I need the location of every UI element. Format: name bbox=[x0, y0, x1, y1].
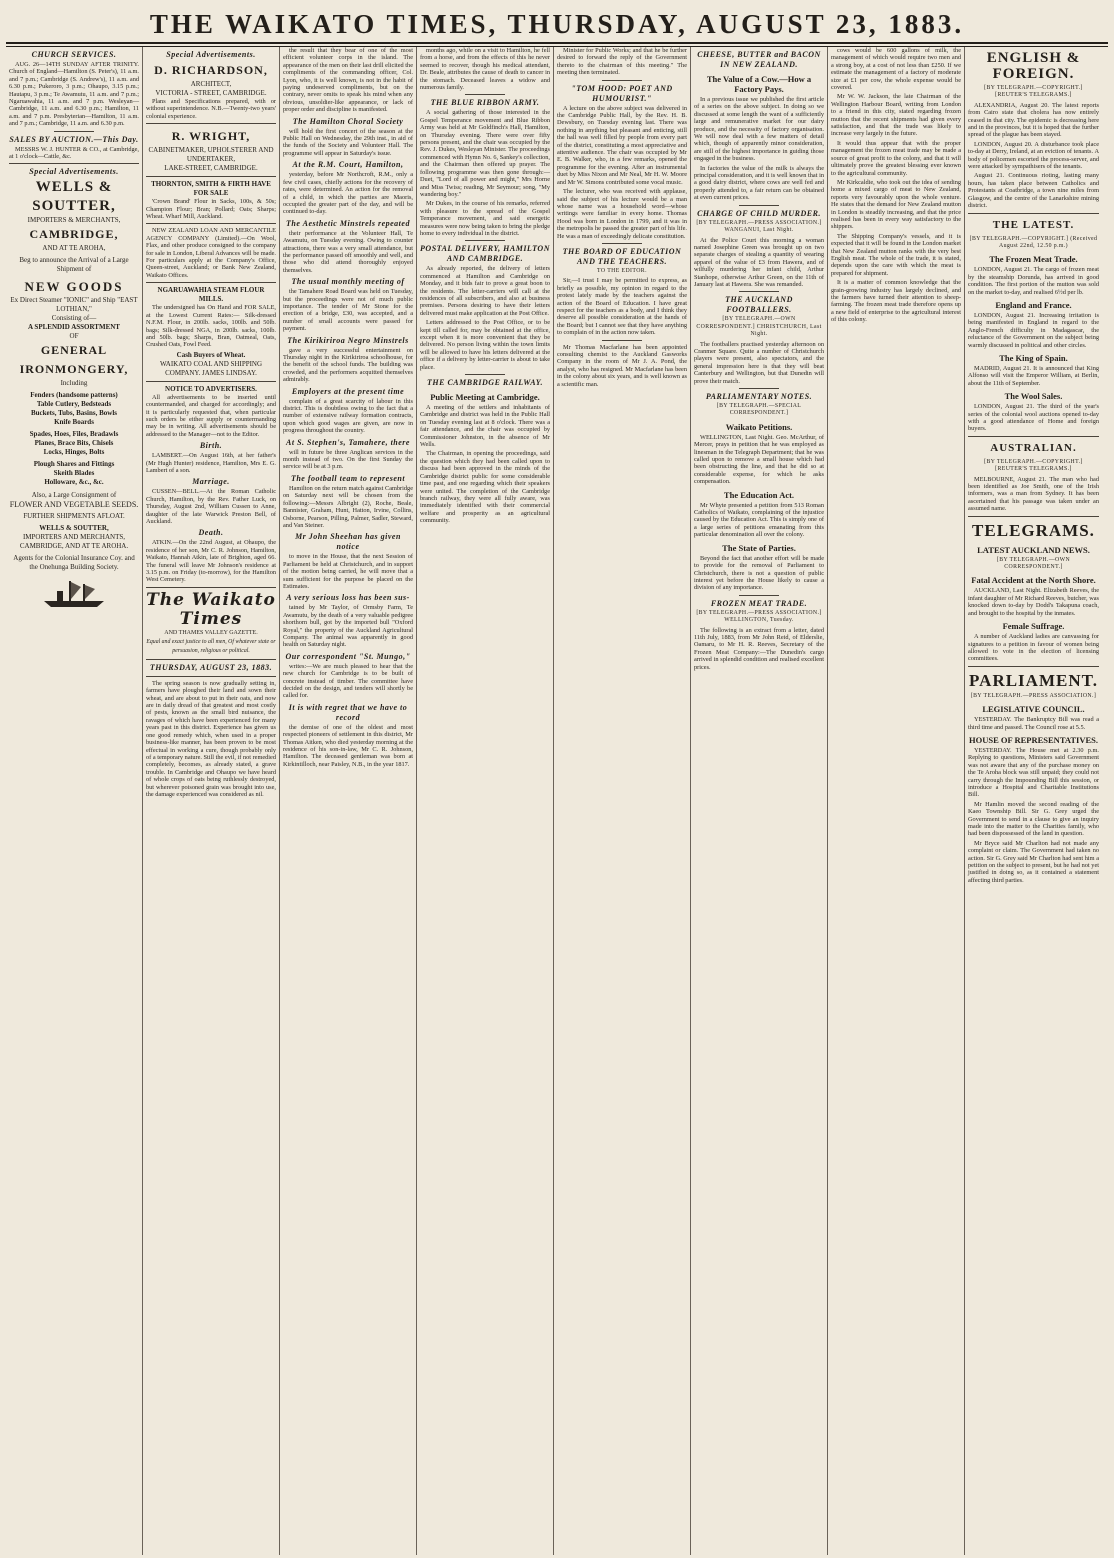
article-heading: The usual monthly meeting of bbox=[291, 277, 405, 287]
frozen-meat-heading: FROZEN MEAT TRADE. bbox=[710, 598, 808, 608]
special-ads-heading: Special Advertisements. bbox=[29, 167, 119, 177]
article-text: MELBOURNE, August 21. The man who had been identified as Joe Smith, one of the Irish informers, was a man from Sydney. It has been ascertained that his passage was taken under an assumed name. bbox=[968, 475, 1099, 513]
item-plough: Plough Shares and Fittings bbox=[33, 460, 115, 469]
marriage-heading: Marriage. bbox=[192, 477, 230, 487]
ship-icon bbox=[39, 575, 109, 609]
article-text: Mr Whyte presented a petition from 513 Roman Catholics of Waikato, complaining of the injustice caused by the Education Act. This is simply one of a large series of petitions emanating from this particular denomination all over the colony. bbox=[694, 501, 824, 539]
separator bbox=[602, 80, 642, 81]
further-shipments: FURTHER SHIPMENTS AFLOAT. bbox=[23, 512, 125, 521]
article-text: At the Police Court this morning a woman named Josephine Green was brought up on two separate charges of stealing a quantity of wearing apparel of the value of £3 from Hawera, and of wilfully murdering her infant child, Arthur Stanhope, otherwise Arthur Green, on the 11th of January last at Hawera. She was remanded. bbox=[694, 236, 824, 288]
article-text: yesterday, before Mr Northcroft, R.M., only a few civil cases, chiefly actions for the recovery of rates, were determined. An action for the removal of a child, in which the parties are Maoris, occupied the greater part of the day, and will be continued to-day. bbox=[283, 171, 413, 216]
paper-title: The Waikato Times bbox=[146, 589, 276, 629]
sales-text: MESSRS W. J. HUNTER & CO., at Cambridge, at 1 o'clock—Cattle, &c. bbox=[9, 145, 139, 161]
tom-hood-heading: "TOM HOOD: POET AND HUMOURIST." bbox=[571, 83, 673, 103]
article-text: will in future be three Anglican services in the month instead of two. On the first Sunday the service will be at 3 p.m. bbox=[283, 448, 413, 471]
separator bbox=[465, 94, 505, 95]
article-heading: Our correspondent "St. Mungo," bbox=[285, 651, 411, 661]
separator bbox=[54, 131, 94, 132]
education-act-heading: The Education Act. bbox=[723, 489, 795, 500]
article-text: Mr Kirkcaldie, who took out the idea of sending home a mixed cargo of meat to New Zealand, reports very favourably upon the whole venture. He states that the demand for New Zealand mutton in London is steadily increasing, and that the price realised has been in every way satisfactory to the shippers. bbox=[831, 178, 961, 231]
item-cutlery: Table Cutlery, Bedsteads bbox=[36, 400, 112, 409]
copyright-note: [BY TELEGRAPH.—COPYRIGHT.] (Received August 22nd, 12.50 p.m.) bbox=[969, 235, 1098, 249]
new-goods: NEW GOODS bbox=[24, 279, 124, 295]
general-ironmongery: GENERAL IRONMONGERY, bbox=[19, 343, 129, 377]
article-text: to move in the House, that the next Session of Parliament be held at Christchurch, and in support of the motion being carried, he will move that a sum sufficient for the purpose be placed on the Estimates. bbox=[283, 553, 413, 590]
separator bbox=[146, 676, 276, 677]
article-text: A lecture on the above subject was delivered in the Cambridge Public Hall, by the Rev. H. B. Dewsbury, on Tuesday evening last. There was nothing in anything but pleasant and enticing, still the hall was well filled by people from every part of the district, constituting a most appreciative and attentive audience. The chair was occupied by Mr E. B. Walker, who, in a few remarks, opened the programme for the evening. After an instrumental duet by Miss Nixon and Mr Neal, Mr H. W. Moore and Mr W. Simons contributed some vocal music. bbox=[557, 104, 687, 186]
article-text: Mr Thomas Macfarlane has been appointed consulting chemist to the Auckland Gasworks Company in the room of Mr J. A. Pond, the analyst, who has resigned. Mr Macfarlane has been in the colony about six years, and is well known as a scientific man. bbox=[557, 343, 687, 388]
masthead bbox=[6, 6, 1108, 44]
also: Also, a Large Consignment of bbox=[31, 491, 117, 500]
item-knife-boards: Knife Boards bbox=[54, 418, 94, 427]
child-murder-heading: CHARGE OF CHILD MURDER. bbox=[697, 208, 821, 218]
item-fenders: Fenders (handsome patterns) bbox=[30, 391, 118, 400]
article-text: August 21. Continuous rioting, lasting many hours, has taken place between Catholics and Protestants at Coatbridge, a town nine miles from Glasgow, and the centre of the Lanarkshire mining district. bbox=[968, 172, 1099, 210]
article-text: In factories the value of the milk is always the principal consideration, and it is well known that in a good dairy district, where cows are well fed and properly attended to, a fair return can be obtained at even current prices. bbox=[694, 164, 824, 202]
notice-text: All advertisements to be inserted until countermanded, and charged for accordingly; and it is particularly requested that, when particular such orders be either supply or countermanding may be in writing. All advertisements should be addressed to the Manager—not to the Editor. bbox=[146, 393, 276, 438]
richardson-name: D. RICHARDSON, bbox=[154, 63, 268, 77]
wells-soutter-town2: AND AT TE AROHA, bbox=[42, 244, 106, 253]
state-parties-heading: The State of Parties. bbox=[722, 542, 796, 553]
article-text: Sir,—I trust I may be permitted to express, as briefly as possible, my opinion in regard to the protest lately made by the teachers against the action of the Board of Education. I have great respect for the teachers as a body, and I think they deserve all possible consideration at the hands of the Board; but I cannot see that they have anything to complain of in the action now taken. bbox=[557, 277, 687, 337]
article-heading: The Kirikiriroa Negro Minstrels bbox=[287, 335, 409, 345]
footballers-heading: THE AUCKLAND FOOTBALLERS. bbox=[725, 295, 793, 315]
wells-soutter-ex: Ex Direct Steamer "IONIC" and Ship "EAST LOTHIAN," bbox=[10, 296, 138, 314]
article-text: Mr Dukes, in the course of his remarks, referred with pleasure to the spread of the Gospel Temperance movement, and said energetic measures were now being taken to bring the pledge home to every individual in the district. bbox=[420, 200, 550, 237]
article-text: LONDON, August 21. The third of the year's series of the colonial wool auctions opened to-day with a good attendance of Home and foreign buyers. bbox=[968, 403, 1099, 433]
article-text: writes:—We are much pleased to hear that the new church for Cambridge is to be built of concrete instead of timber. The committee have decided on the design, and tenders will shortly be called for. bbox=[283, 662, 413, 700]
to-editor: TO THE EDITOR. bbox=[597, 267, 647, 274]
item-locks: Locks, Hinges, Bolts bbox=[43, 448, 105, 457]
article-text: Mr Bryce said Mr Charlton had not made any complaint or claim. The Government had taken no action. Sir G. Grey said Mr Charlton had sent him a petition on the subject to present, but he had not yet justified in doing so, as it contained a statement affecting third parties. bbox=[968, 839, 1099, 884]
article-heading: The football team to represent bbox=[290, 473, 406, 483]
article-text: LONDON, August 21. Increasing irritation is being manifested in England in regard to the Anglo-French difficulty in Madagascar, the reluctance of the Government on the subject being warmly discussed in political and other circles. bbox=[968, 311, 1099, 349]
latest-auckland-heading: LATEST AUCKLAND NEWS. bbox=[977, 544, 1090, 555]
wells-soutter-sub-2: IMPORTERS AND MERCHANTS, CAMBRIDGE, AND AT TE AROHA. bbox=[19, 533, 129, 551]
separator bbox=[465, 374, 505, 375]
article-text: The Shipping Company's vessels, and it is expected that it will be found in the London market that New Zealand mutton ranks with the very best English meat. The whole of the trade, it is stated, depends upon the care with which the meat is prepared for shipment. bbox=[831, 232, 961, 277]
paper-date: THURSDAY, AUGUST 23, 1883. bbox=[149, 662, 273, 672]
wells-soutter-town: CAMBRIDGE, bbox=[29, 227, 119, 242]
wells-soutter-beg: Beg to announce the Arrival of a Large Shipment of bbox=[19, 256, 129, 274]
article-text: The footballers practised yesterday afternoon on Cranmer Square. Quite a number of Christchurch players were present, also spectators, and the general impression here is that they will beat Canterbury and Wellington, but that Dunedin will prove their match. bbox=[694, 340, 824, 385]
article-text: YESTERDAY. The Bankruptcy Bill was read a third time and passed. The Council rose at 5.5. bbox=[968, 716, 1099, 731]
wells-soutter-sub: IMPORTERS & MERCHANTS, bbox=[27, 216, 121, 225]
article-text: Minister for Public Works; and that he be further desired to forward the reply of the Government thereto to the chairman of this meeting." The meeting then terminated. bbox=[557, 47, 687, 77]
article-text: A meeting of the settlers and inhabitants of Cambridge and district was held in the Public Hall on Tuesday evening last at 8 o'clock. There was a fair attendance, and the chair was occupied by Commissioner Johnston, in the absence of Mr Wells. bbox=[420, 404, 550, 449]
column-7 bbox=[828, 47, 965, 1555]
article-text: the result that they bear of one of the most efficient volunteer corps in the island. The appearance of the men on their last drill elicited the compliments of the commanding officer, Col. Lyon, who, it is well known, is not in the habit of paying undeserved compliments, but on the contrary, never omits to speak his mind when any obvious, unsoldier-like appearance, or lack of proper order and discipline is manifested. bbox=[283, 47, 413, 114]
separator bbox=[146, 176, 276, 177]
reuters-note: [BY TELEGRAPH.—COPYRIGHT.] [REUTER'S TELEGRAMS.] bbox=[984, 85, 1083, 99]
leader-text: The spring season is now gradually setting in, farmers have ploughed their land and sown their wheat, and are about to put in their oats, and now are in daily dread of that greatest and most costly of pests, known as the small bird nuisance, the ravages of which have been experienced for many years past in this district. Experience has given us one good remedy which, when used in a proper business-like manner, has been proven to be most effectual in working a cure, though probably only of a temporary nature. Still the evil, if not remedied completely, becomes, as already stated, a grave trouble. In Cambridge and Ohaupo we have heard of whole crops of oats being ruthlessly destroyed, but wherever poisoned grain was brought into use, the damage experienced was considered as nil. bbox=[146, 679, 276, 798]
wright-address: LAKE-STREET, CAMBRIDGE. bbox=[164, 164, 258, 173]
separator bbox=[739, 205, 779, 206]
frozen-meat-trade-heading: The Frozen Meat Trade. bbox=[989, 254, 1078, 265]
press-assoc-note: [BY TELEGRAPH.—PRESS ASSOCIATION.] WANGANUI, Last Night. bbox=[696, 219, 822, 234]
item-buckets: Buckets, Tubs, Basins, Bowls bbox=[31, 409, 117, 418]
article-text: Hamilton on the return match against Cambridge on Saturday next will be chosen from the following:—Messrs Albright (2), Roche, Beale, Bannister, Graham, Hunt, Hatton, Irvine, Collins, Osborne, Pearson, Pilling, Palmer, Sadler, Steward, and Van Steiner. bbox=[283, 484, 413, 529]
notice-heading: NOTICE TO ADVERTISERS. bbox=[165, 384, 257, 393]
separator bbox=[146, 587, 276, 588]
article-text: cows would be 600 gallons of milk, the management of which would require two men and a strong boy, at a cost of not less than £250. If we estimate the management of a factory of moderate size at £1 per cow, the whole expense would be covered. bbox=[831, 47, 961, 92]
english-foreign-heading: ENGLISH & FOREIGN. bbox=[986, 50, 1081, 82]
birth-heading: Birth. bbox=[199, 441, 223, 451]
separator bbox=[465, 240, 505, 241]
death-heading: Death. bbox=[198, 528, 224, 538]
article-text: It would thus appear that with the proper management the frozen meat trade may be made a source of great profit to the colony, and that it will ultimately prove the greatest blessing ever known to the agricultural community. bbox=[831, 139, 961, 177]
separator bbox=[9, 163, 139, 164]
article-text: A number of Auckland ladies are canvassing for signatures to a petition in favour of women being allowed to vote in the election of licensing committees. bbox=[968, 633, 1099, 663]
special-correspondent-note: [BY TELEGRAPH.—SPECIAL CORRESPONDENT.] bbox=[716, 403, 802, 417]
article-text: A social gathering of those interested in the Gospel Temperance movement and Blue Ribbon Army was held at Mr Goldfinch's Hall, Hamilton, on Thursday evening. There were over fifty persons present, and the chair was occupied by the Rev. J. Dukes, Wesleyan Minister. The proceedings commenced with Hymn No. 6, Sankey's collection, and the Chairman then offered up prayer. The following programme was then gone through:—Duet, "Lord of all power and might," Mrs Horne and Miss Twiss; reading, Mr Seymour; song, "My wandering boy." bbox=[420, 109, 550, 198]
birth-text: LAMBERT.—On August 16th, at her father's (Mr Hugh Hunter) residence, Hamilton, Mrs E. G. Lambert of a son. bbox=[146, 452, 276, 474]
masthead-title: THE WAIKATO TIMES, THURSDAY, AUGUST 23, 1883. bbox=[149, 9, 965, 39]
press-assoc-note-2: [BY TELEGRAPH.—PRESS ASSOCIATION.] WELLINGTON, Tuesday. bbox=[696, 609, 822, 624]
separator bbox=[968, 516, 1099, 517]
article-text: AUCKLAND, Last Night. Elizabeth Reeves, the infant daughter of Mr Richard Reeves, butcher, was knocked down to-day by Dodd's Takapuna coach, and brought to the hospital by the inmates. bbox=[968, 587, 1099, 617]
board-education-heading: THE BOARD OF EDUCATION AND THE TEACHERS. bbox=[562, 246, 682, 266]
article-text: MADRID, August 21. It is announced that King Alfonso will visit the Emperor William, at Berlin, about the 11th of September. bbox=[968, 364, 1099, 387]
paper-motto: Equal and exact justice to all men, Of whatever state or persuasion, religious or political. bbox=[146, 638, 276, 654]
article-text: LONDON, August 21. The cargo of frozen meat by the steamship Dorunda, has arrived in good condition. The first portion of the mutton was sold on the market to-day, and realised 6½d per lb. bbox=[968, 266, 1099, 296]
fatal-accident-heading: Fatal Accident at the North Shore. bbox=[971, 575, 1096, 586]
item-planes: Planes, Brace Bits, Chisels bbox=[34, 439, 114, 448]
sales-heading: SALES BY AUCTION.—This Day. bbox=[9, 134, 139, 144]
article-text: complain of a great scarcity of labour in this district. This is doubtless owing to the fact that a number of extensive railway formation contracts, upon which good wages are given, are now in progress throughout the country. bbox=[283, 397, 413, 435]
australian-heading: AUSTRALIAN. bbox=[990, 441, 1077, 454]
item-spades: Spades, Hoes, Files, Bradawls bbox=[29, 430, 119, 439]
column-2 bbox=[143, 47, 280, 1555]
article-text: the Tamahere Road Board was held on Tuesday, but the proceedings were not of much public importance. The tender of Mr Stone for the erection of a bridge, £30, was accepted, and a number of small accounts were passed for payment. bbox=[283, 288, 413, 333]
church-services-heading: CHURCH SERVICES. bbox=[31, 50, 117, 59]
of-label: OF bbox=[69, 332, 79, 341]
separator bbox=[146, 659, 276, 660]
richardson-title: ARCHITECT, bbox=[190, 80, 232, 88]
consisting: Consisting of— bbox=[51, 314, 97, 323]
column-1 bbox=[6, 47, 143, 1555]
separator bbox=[739, 388, 779, 389]
article-text: The following is an extract from a letter, dated 11th July, 1883, from Mr John Reid, of Elderslie, Oamaru, to Mr H. R. Reeves, Secretary of the Frozen Meat Company:—The Dunedin's cargo arrived in splendid condition and realised excellent prices. bbox=[694, 626, 824, 671]
king-spain-heading: The King of Spain. bbox=[999, 352, 1068, 363]
waikato-petitions-heading: Waikato Petitions. bbox=[725, 421, 793, 432]
legislative-council-heading: LEGISLATIVE COUNCIL. bbox=[982, 704, 1085, 715]
article-text: The lecturer, who was received with applause, said the subject of his lecture would be a man whose name was a household word—whose writings were familiar in every home. Thomas Hood was born in London in 1799, and it was in the metropolis he passed the greater part of his life. He was a man of exceedingly delicate constitution. bbox=[557, 188, 687, 240]
article-heading: At S. Stephen's, Tamahere, there bbox=[286, 437, 410, 447]
columns bbox=[6, 47, 1108, 1555]
article-heading: The Hamilton Choral Society bbox=[292, 116, 404, 126]
article-text: gave a very successful entertainment on Thursday night in the Kirikiriroa schoolhouse, for the benefit of the school funds. The building was crowded, and the performers acquitted themselves admirably. bbox=[283, 346, 413, 384]
england-france-heading: England and France. bbox=[995, 299, 1072, 310]
reuters-note-2: [BY TELEGRAPH.—COPYRIGHT.] [REUTER'S TELEGRAMS.] bbox=[984, 458, 1083, 473]
separator bbox=[146, 223, 276, 224]
press-assoc-note-3: [BY TELEGRAPH.—PRESS ASSOCIATION.] bbox=[970, 692, 1097, 699]
article-text: WELLINGTON, Last Night. Geo. McArthur, of Mercer, prays in petition that he was employed as linesman in the Telegraph Department; that he was called upon to remove a small house which had been obstructing the line, and that he did so at considerable expense, for which he asks compensation. bbox=[694, 433, 824, 486]
article-text: ALEXANDRIA, August 20. The latest reports from Cairo state that cholera has now entirely ceased in that city. The epidemic is decreasing here and in the provinces, but it is hoped that the further spread of the plague has been stayed. bbox=[968, 101, 1099, 139]
wells-soutter-name-2: WELLS & SOUTTER, bbox=[39, 524, 109, 533]
correspondent-note: [BY TELEGRAPH.—OWN CORRESPONDENT.] CHRISTCHURCH, Last Night. bbox=[696, 316, 822, 338]
article-text: the demise of one of the oldest and most respected pioneers of settlement in this district, Mr Thomas Aitken, who died yesterday morning at the residence of his son-in-law, Mr C. R. Johnson, Hamilton. The deceased gentleman was born at Kirkintilloch, near Paisley, N.B., in the year 1817. bbox=[283, 723, 413, 768]
including: Including bbox=[60, 379, 88, 388]
house-representatives-heading: HOUSE OF REPRESENTATIVES. bbox=[968, 734, 1099, 745]
value-cow-heading: The Value of a Cow.—How a Factory Pays. bbox=[706, 74, 812, 94]
column-8 bbox=[965, 47, 1102, 1555]
richardson-address: VICTORIA - STREET, CAMBRIDGE. bbox=[155, 89, 267, 97]
article-text: In a previous issue we published the first article of a series on the above subject. In doing so we discussed at some length the want of a sufficiently large and remunerative market for our dairy produce, and the necessity of factory organisation. We will now deal with a few matters of detail which, though of apparently minor consideration, are still of the highest importance in guiding those engaged in the business. bbox=[694, 96, 824, 163]
agents: Agents for the Colonial Insurance Coy. and the Onehunga Building Society. bbox=[13, 554, 135, 572]
latest-heading: THE LATEST. bbox=[992, 218, 1075, 231]
postal-delivery-heading: POSTAL DELIVERY, HAMILTON AND CAMBRIDGE. bbox=[420, 244, 550, 264]
item-holloware: Holloware, &c., &c. bbox=[44, 478, 104, 487]
column-3 bbox=[280, 47, 417, 1555]
flower-seeds: FLOWER AND VEGETABLE SEEDS. bbox=[9, 500, 139, 510]
column-5 bbox=[554, 47, 691, 1555]
separator bbox=[968, 436, 1099, 437]
article-text: tained by Mr Taylor, of Ormsby Farm, Te Awamutu, by the death of a very valuable pedigree shorthorn bull, got by the imported bull "Oxford Royal," the property of the Auckland Agricultural Company. The animal was apparently in good health on Saturday night. bbox=[283, 604, 413, 649]
church-services-text: AUG. 26—14TH SUNDAY AFTER TRINITY. Church of England—Hamilton (S. Peter's), 11 a.m. and 7 p.m.; Cambridge (S. Andrew's), 11 a.m. and 6.30 p.m.; Pukeroro, 3 p.m.; Ohaupo, 3.15 p.m.; Hautapu, 3 p.m.; Te Awamutu, 11 a.m. and 7 p.m.; Ngaruawahia, 11 a.m. and 7 p.m. Wesleyan—Cambridge, 11 a.m. and 6.30 p.m.; Hamilton, 11 a.m. and 7 p.m. Presbyterian—Hamilton, 11 a.m. and 7 p.m.; Cambridge, 11 a.m. and 6.30 p.m. bbox=[9, 61, 139, 128]
marriage-text: CUSSEN—BELL.—At the Roman Catholic Church, Hamilton, by the Rev. Father Luck, on Thursday, August 2nd, William Cussen to Anne, daughter of the late Warwick Preston Bell, of Auckland. bbox=[146, 488, 276, 525]
article-heading: Mr John Sheehan has given notice bbox=[295, 532, 401, 552]
article-heading: The Aesthetic Minstrels repeated bbox=[286, 218, 410, 228]
article-text: The Chairman, in opening the proceedings, said the question which they had been called upon to discuss had been approved in the minds of the Cambridge district public for some considerable time past, and one regarding which their speakers were united. The completion of the Cambridge branch railway, they were all fully aware, was immediately identified with their commercial welfare and prosperity as an agricultural community. bbox=[420, 450, 550, 525]
special-ads-heading-2: Special Advertisements. bbox=[166, 50, 256, 59]
wright-sub: CABINETMAKER, UPHOLSTERER AND UNDERTAKER, bbox=[148, 146, 274, 164]
death-text: ATKIN.—On the 22nd August, at Ohaupo, the residence of her son, Mr C. R. Johnson, Hamilton, Waikato, Hannah Atkin, late of Brighton, aged 66. The funeral will leave Mr Johnson's residence at 3.15 p.m. on Friday (to-morrow), for the Hamilton West Cemetery. bbox=[146, 539, 276, 584]
separator bbox=[968, 666, 1099, 667]
parliament-heading: PARLIAMENT. bbox=[969, 670, 1098, 690]
article-text: Letters addressed to the Post Office, or to be kept till called for, may be obtained at the office, except when it is more convenient that they be delivered. No person living within the town limits will be allowed to have his letters delivered at the office if a delivery by letter-carrier is about to take place. bbox=[420, 319, 550, 371]
own-correspondent-note: [BY TELEGRAPH.—OWN CORRESPONDENT.] bbox=[996, 556, 1071, 571]
item-skeith: Skeith Blades bbox=[53, 469, 95, 478]
article-text: their performance at the Volunteer Hall, Te Awamutu, on Tuesday evening. Owing to counter attractions, there was a very small attendance, but the performance passed off smoothly and well, and those who did attend thoroughly enjoyed themselves. bbox=[283, 229, 413, 274]
ngaruawahia-text: The undersigned has On Hand and FOR SALE, at the Lowest Current Rates:— Silk-dressed N.F.M. Flour, in 200lb. sacks, 100lb. and 50lb. bags; Silk-dressed NGA, in 200lb. sacks, 100lb. and 50lb. bags; Sharps, Bran, Oatmeal, Oats, Crushed Oats, Fowl Feed. bbox=[146, 304, 276, 349]
splendid: A SPLENDID ASSORTMENT bbox=[28, 323, 120, 332]
richardson-text: Plans and Specifications prepared, with or without superintendence. N.B.—Twenty-two years' colonial experience. bbox=[146, 98, 276, 120]
separator bbox=[146, 123, 276, 124]
separator bbox=[739, 595, 779, 596]
article-text: will hold the first concert of the season at the Public Hall on Wednesday, the 29th inst., in aid of the funds of the Society and Volunteer Hall. The programme will appear in Saturday's issue. bbox=[283, 127, 413, 157]
article-text: Mr Hamlin moved the second reading of the Kaeo Township Bill. Sir G. Grey urged the Government to send in a clause to give an inquiry made into the matter to the Charities family, who had been dispossessed of the land in question. bbox=[968, 800, 1099, 838]
cambridge-railway-subheading: Public Meeting at Cambridge. bbox=[430, 392, 540, 403]
article-text: It is a matter of common knowledge that the grain-growing industry has largely declined, and the farmers have turned their attention to sheep-farming. The frozen meat trade therefore opens up a new field of enterprise to the agricultural interest of this colony. bbox=[831, 279, 961, 324]
cambridge-railway-heading: THE CAMBRIDGE RAILWAY. bbox=[427, 378, 543, 388]
blue-ribbon-heading: THE BLUE RIBBON ARMY. bbox=[430, 98, 540, 108]
separator bbox=[739, 291, 779, 292]
telegrams-heading: TELEGRAMS. bbox=[972, 520, 1095, 540]
parliamentary-notes-heading: PARLIAMENTARY NOTES. bbox=[705, 392, 813, 401]
cash-buyers: Cash Buyers of Wheat. bbox=[176, 350, 246, 359]
wells-soutter-name: WELLS & SOUTTER, bbox=[32, 179, 116, 215]
separator bbox=[146, 381, 276, 382]
column-4 bbox=[417, 47, 554, 1555]
article-text: YESTERDAY. The House met at 2.30 p.m. Replying to questions, Ministers said Government was not aware that any of the purchase money on the Te Aroha block was still unpaid; they could not carry through the Impounding Bill this session, or introduce a Hospital and Charitable Institutions Bill. bbox=[968, 746, 1099, 799]
article-text: LONDON, August 20. A disturbance took place to-day at Derry, Ireland, at an eviction of tenants. A body of policemen escorted the process-server, and were attacked by sympathisers of the tenants. bbox=[968, 140, 1099, 171]
separator bbox=[146, 282, 276, 283]
article-heading: At the R.M. Court, Hamilton, bbox=[292, 160, 404, 170]
separator bbox=[968, 213, 1099, 214]
ngaruawahia-heading: NGARUAWAHIA STEAM FLOUR MILLS. bbox=[157, 286, 265, 304]
article-text: months ago, while on a visit to Hamilton, he fell from a horse, and from the effects of this he never seemed to recover, though his medical attendant, Dr. Beale, attributes the cause of death to cancer in the stomach. Deceased leaves a widow and numerous family. bbox=[420, 47, 550, 92]
column-6 bbox=[691, 47, 828, 1555]
wright-name: R. WRIGHT, bbox=[171, 129, 251, 144]
wool-sales-heading: The Wool Sales. bbox=[1004, 391, 1063, 402]
thornton-heading: THORNTON, SMITH & FIRTH HAVE FOR SALE bbox=[151, 180, 271, 198]
waikato-coal: WAIKATO COAL AND SHIPPING COMPANY. JAMES LINDSAY. bbox=[159, 359, 263, 377]
article-heading: It is with regret that we have to record bbox=[288, 702, 408, 722]
paper-subtitle: AND THAMES VALLEY GAZETTE. bbox=[164, 629, 258, 636]
separator bbox=[602, 340, 642, 341]
female-suffrage-heading: Female Suffrage. bbox=[1002, 621, 1065, 632]
nz-loan-text: NEW ZEALAND LOAN AND MERCANTILE AGENCY COMPANY (Limited).—On Wool, Flax, and other produce consigned to the company for sale in London, Liberal Advances will be made. For particulars apply at the Company's Office, Queen-street, Auckland; or Bank New Zealand, Waikato Offices. bbox=[146, 227, 276, 279]
article-heading: Employers at the present time bbox=[291, 386, 405, 396]
article-heading: A very serious loss has been sus- bbox=[286, 593, 410, 603]
article-text: Mr W. W. Jackson, the late Chairman of the Wellington Harbour Board, writing from London to a friend in this city, stated regarding frozen mutton that the recent shipments had given every satisfaction, and that the trade was likely to increase very largely in the future. bbox=[831, 93, 961, 138]
thornton-text: 'Crown Brand' Flour in Sacks, 100s, & 50s; Champion Flour; Bran; Pollard; Oats; Sharps; Wheat. Wharf Mill, Auckland. bbox=[146, 198, 276, 221]
article-text: As already reported, the delivery of letters commenced at Hamilton and Cambridge on Monday, and it bids fair to prove a great boon to the residents. The letter-carriers will call at the residences of all subscribers, and also at business premises. Persons desiring to have their letters delivered must make application at the Post Office. bbox=[420, 265, 550, 317]
article-text: Beyond the fact that another effort will be made to provide for the removal of Parliament to Christchurch, there is not a question of public interest yet before the House likely to cause a division of any importance. bbox=[694, 554, 824, 592]
separator bbox=[602, 243, 642, 244]
cheese-butter-heading: CHEESE, BUTTER and BACON IN NEW ZEALAND. bbox=[697, 50, 821, 69]
